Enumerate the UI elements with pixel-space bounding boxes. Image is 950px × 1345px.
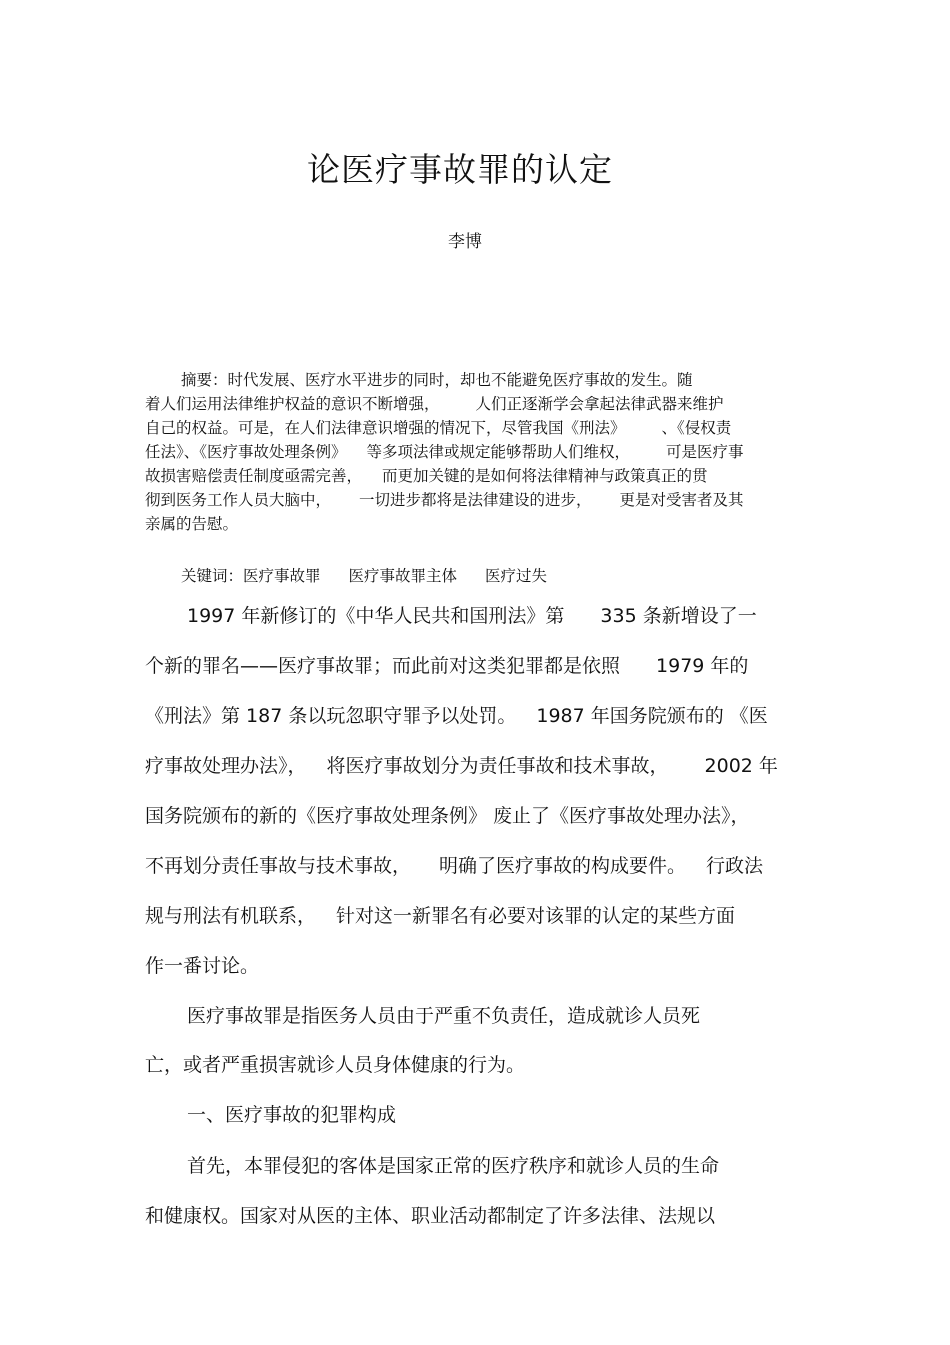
abstract-line: 彻到医务工作人员大脑中， 一切进步都将是法律建设的进步， 更是对受害者及其 — [145, 491, 744, 509]
section-heading: 一、医疗事故的犯罪构成 — [187, 1104, 397, 1126]
document-author: 李博 — [448, 232, 482, 252]
body-line: 医疗事故罪是指医务人员由于严重不负责任，造成就诊人员死 — [187, 1005, 701, 1027]
body-line: 个新的罪名——医疗事故罪；而此前对这类犯罪都是依照 1979 年的 — [145, 655, 749, 677]
body-line: 《刑法》第 187 条以玩忽职守罪予以处罚。 1987 年国务院颁布的 《医 — [145, 705, 768, 727]
abstract-line: 自己的权益。可是，在人们法律意识增强的情况下，尽管我国《刑法》 、《侵权责 — [145, 419, 732, 437]
body-line: 规与刑法有机联系， 针对这一新罪名有必要对该罪的认定的某些方面 — [145, 905, 736, 927]
body-line: 不再划分责任事故与技术事故， 明确了医疗事故的构成要件。 行政法 — [145, 855, 764, 877]
abstract-line: 故损害赔偿责任制度亟需完善， 而更加关键的是如何将法律精神与政策真正的贯 — [145, 467, 708, 485]
abstract-line: 着人们运用法律维护权益的意识不断增强， 人们正逐渐学会拿起法律武器来维护 — [145, 395, 724, 413]
keywords-label: 关键词： — [181, 567, 244, 585]
body-line: 1997 年新修订的《中华人民共和国刑法》第 335 条新增设了一 — [187, 605, 757, 627]
document-title: 论医疗事故罪的认定 — [307, 150, 613, 189]
body-line: 首先，本罪侵犯的客体是国家正常的医疗秩序和就诊人员的生命 — [187, 1155, 720, 1177]
body-line: 和健康权。国家对从医的主体、职业活动都制定了许多法律、法规以 — [145, 1205, 716, 1227]
abstract-line: 亲属的告慰。 — [145, 515, 239, 533]
body-line: 作一番讨论。 — [145, 955, 260, 977]
keyword: 医疗事故罪主体 — [348, 567, 458, 585]
body-line: 国务院颁布的新的《医疗事故处理条例》 废止了《医疗事故处理办法》， — [145, 805, 750, 827]
abstract-line: 摘要：时代发展、医疗水平进步的同时，却也不能避免医疗事故的发生。随 — [181, 371, 693, 389]
keyword: 医疗过失 — [485, 567, 548, 585]
body-line: 亡，或者严重损害就诊人员身体健康的行为。 — [145, 1054, 526, 1076]
keyword: 医疗事故罪 — [243, 567, 321, 585]
abstract-line: 任法》、《医疗事故处理条例》 等多项法律或规定能够帮助人们维权， 可是医疗事 — [145, 443, 744, 461]
keywords-line — [181, 566, 547, 586]
body-line: 疗事故处理办法》， 将医疗事故划分为责任事故和技术事故， 2002 年 — [145, 755, 778, 777]
